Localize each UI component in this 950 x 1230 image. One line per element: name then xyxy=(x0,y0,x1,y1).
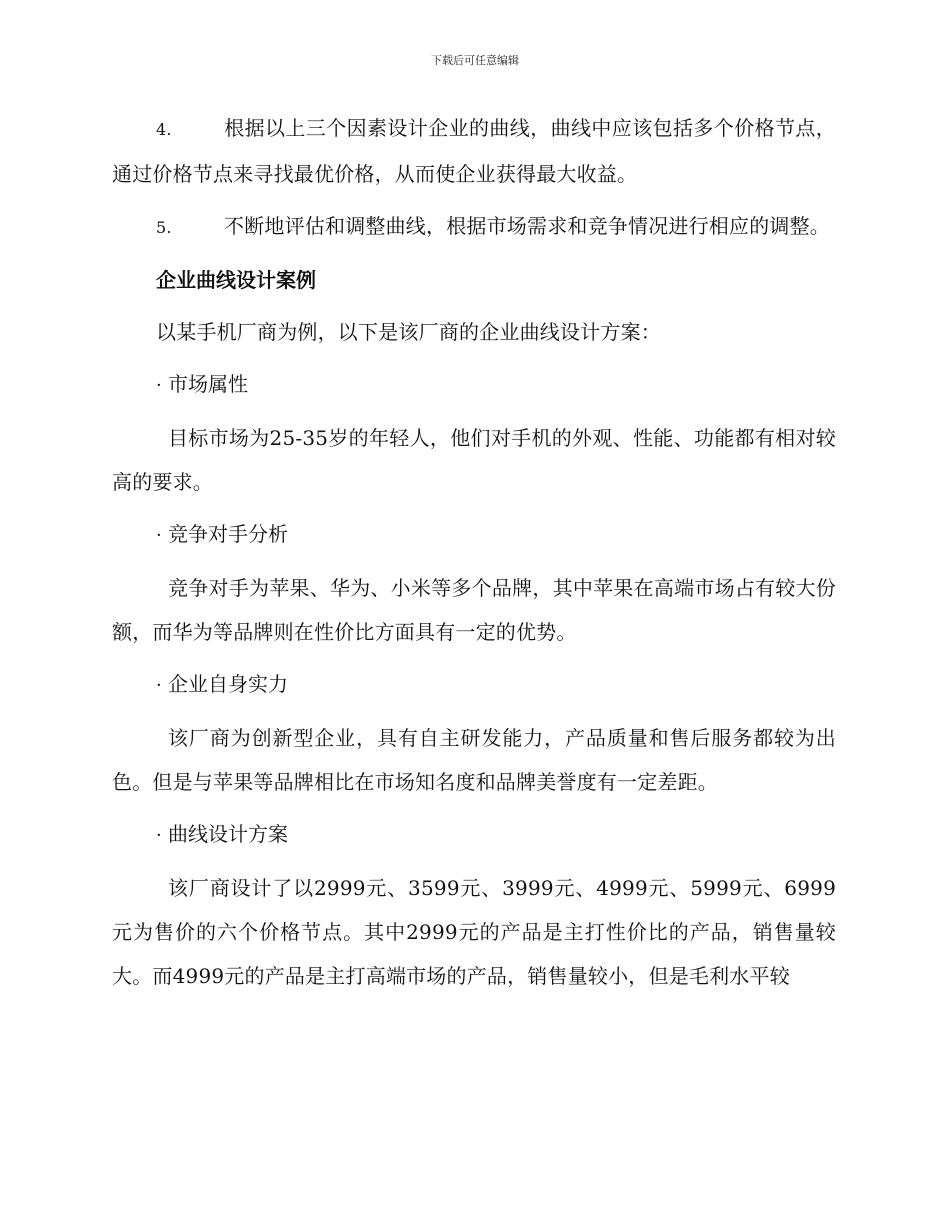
numbered-text-5: 不断地评估和调整曲线，根据市场需求和竞争情况进行相应的调整。 xyxy=(224,214,830,238)
numbered-paragraph-5 xyxy=(112,204,836,250)
bullet-design-title: 曲线设计方案 xyxy=(168,822,288,846)
list-number-4: 4. xyxy=(156,120,172,139)
document-content xyxy=(112,106,836,1006)
bullet-competitor-title: 竞争对手分析 xyxy=(168,522,288,546)
bullet-market xyxy=(156,362,836,408)
bullet-design xyxy=(156,812,836,858)
bullet-icon: · xyxy=(156,525,162,546)
market-paragraph: 目标市场为25-35岁的年轻人，他们对手机的外观、性能、功能都有相对较高的要求。 xyxy=(112,426,836,494)
bullet-icon: · xyxy=(156,375,162,396)
numbered-paragraph-4 xyxy=(112,106,836,196)
section-heading: 企业曲线设计案例 xyxy=(156,268,316,292)
numbered-text-4: 根据以上三个因素设计企业的曲线，曲线中应该包括多个价格节点，通过价格节点来寻找最优价格，从而使企业获得最大收益。 xyxy=(112,116,836,186)
intro-paragraph: 以某手机厂商为例，以下是该厂商的企业曲线设计方案： xyxy=(156,320,661,344)
design-paragraph: 该厂商设计了以2999元、3599元、3999元、4999元、5999元、6999元为售价的六个价格节点。其中2999元的产品是主打性价比的产品，销售量较大。而4999元的产品是主打高端市场的产品，销售量较小，但是毛利水平较 xyxy=(112,876,836,988)
list-number-5: 5. xyxy=(156,218,172,237)
page-header: 下载后可任意编辑 xyxy=(431,54,519,67)
strength-paragraph: 该厂商为创新型企业，具有自主研发能力，产品质量和售后服务都较为出色。但是与苹果等品牌相比在市场知名度和品牌美誉度有一定差距。 xyxy=(112,726,836,794)
bullet-icon: · xyxy=(156,675,162,696)
bullet-market-title: 市场属性 xyxy=(168,372,248,396)
bullet-icon: · xyxy=(156,825,162,846)
bullet-strength-title: 企业自身实力 xyxy=(168,672,288,696)
competitor-paragraph: 竞争对手为苹果、华为、小米等多个品牌，其中苹果在高端市场占有较大份额，而华为等品牌则在性价比方面具有一定的优势。 xyxy=(112,576,836,644)
bullet-strength xyxy=(156,662,836,708)
bullet-competitor xyxy=(156,512,836,558)
